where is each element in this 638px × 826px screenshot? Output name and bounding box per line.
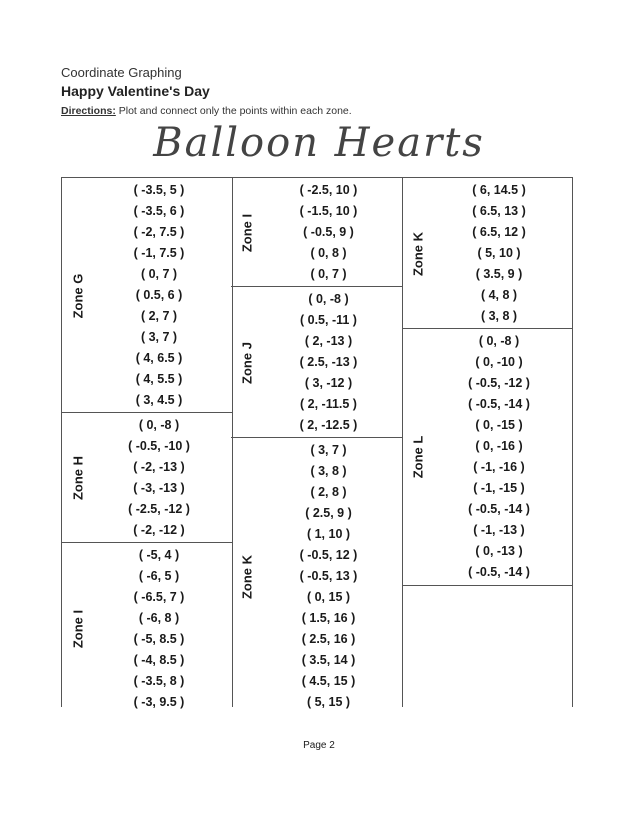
point-list [90,415,228,541]
coordinate-point: ( -2, -12 ) [133,523,185,537]
coordinate-point: ( 0, 7 ) [310,267,347,281]
coordinate-point: ( 0.5, -11 ) [300,313,357,327]
zone-label-text: Zone I [239,213,255,252]
coordinate-point: ( -6, 5 ) [138,569,180,583]
coordinate-point: ( -3, -13 ) [133,481,185,495]
zone-label [68,178,88,413]
coordinate-point: ( 6.5, 12 ) [472,225,526,239]
coordinate-point: ( 0, 15 ) [306,590,351,604]
coordinate-point: ( 2.5, 9 ) [305,506,352,520]
coordinate-point: ( 0, -13 ) [475,544,523,558]
directions-label: Directions: [61,105,116,117]
point-list [430,331,568,583]
zone-label-text: Zone K [410,231,426,276]
coordinate-point: ( 0.5, 6 ) [135,288,183,302]
coordinate-point: ( -3.5, 5 ) [133,183,185,197]
coordinate-point: ( -0.5, -14 ) [468,502,530,516]
coordinate-point: ( 3, -12 ) [304,376,353,390]
zone-block [402,177,572,329]
zone-column [61,177,233,707]
coordinate-point: ( -5, 8.5 ) [133,632,185,646]
zone-block [231,177,402,287]
coordinate-point: ( 3, 8 ) [310,464,347,478]
directions-text: Plot and connect only the points within each zone. [115,105,352,117]
zone-block [231,286,402,438]
page-title: Balloon Hearts [153,120,485,166]
zone-column [231,177,403,707]
coordinate-point: ( -0.5, 13 ) [299,569,358,583]
directions [61,105,352,117]
coordinate-point: ( 0, 8 ) [310,246,347,260]
coordinate-point: ( -2.5, -12 ) [128,502,190,516]
coordinate-point: ( 3, 7 ) [310,443,347,457]
coordinate-point: ( -0.5, 12 ) [299,548,358,562]
point-list [259,440,398,713]
coordinate-point: ( 1.5, 16 ) [301,611,356,625]
point-list [90,180,228,411]
coordinate-point: ( 0, -16 ) [475,439,523,453]
coordinate-point: ( 3.5, 14 ) [301,653,356,667]
coordinate-point: ( 4, 5.5 ) [135,372,183,386]
point-list [430,180,568,327]
coordinate-point: ( 1, 10 ) [306,527,351,541]
coordinate-point: ( 2.5, 16 ) [301,632,356,646]
coordinate-point: ( 3.5, 9 ) [475,267,523,281]
coordinate-point: ( 2, -13 ) [304,334,353,348]
coordinate-point: ( -4, 8.5 ) [133,653,185,667]
point-list [259,180,398,285]
zone-label [237,287,257,438]
coordinate-point: ( 4.5, 15 ) [301,674,356,688]
zone-label-text: Zone H [70,455,86,501]
coordinate-point: ( 6.5, 13 ) [472,204,526,218]
coordinate-point: ( -3.5, 8 ) [133,674,185,688]
coordinate-point: ( 5, 15 ) [306,695,351,709]
coordinate-point: ( 4, 6.5 ) [135,351,183,365]
coordinate-point: ( 0, -8 ) [308,292,349,306]
worksheet-category: Coordinate Graphing [61,65,182,80]
coordinate-point: ( 2, -11.5 ) [300,397,357,411]
coordinate-point: ( -1, -15 ) [473,481,525,495]
coordinate-point: ( 2, -12.5 ) [299,418,358,432]
coordinate-point: ( 6, 14.5 ) [472,183,526,197]
coordinate-point: ( 5, 10 ) [477,246,521,260]
coordinate-point: ( -6, 8 ) [138,611,180,625]
zone-block [402,328,572,586]
coordinate-point: ( 2, 8 ) [310,485,347,499]
zone-label-text: Zone I [70,609,86,649]
zone-label-text: Zone L [410,435,426,479]
page-number: Page 2 [303,740,335,751]
coordinate-point: ( -1, -13 ) [473,523,525,537]
coordinate-point: ( 0, -8 ) [478,334,520,348]
zone-label [237,178,257,287]
coordinate-point: ( -3, 9.5 ) [133,695,185,709]
worksheet-subtitle: Happy Valentine's Day [61,83,210,99]
coordinate-point: ( -1, 7.5 ) [133,246,185,260]
coordinate-point: ( -1.5, 10 ) [299,204,358,218]
coordinate-point: ( 4, 8 ) [480,288,518,302]
point-list [90,545,228,713]
zone-label-text: Zone K [239,554,255,599]
coordinate-point: ( 0, -8 ) [138,418,180,432]
zone-label [68,413,88,543]
zone-block [231,437,402,715]
coordinate-point: ( -0.5, -12 ) [468,376,530,390]
zone-label [408,329,428,585]
coordinate-point: ( 0, -10 ) [475,355,523,369]
point-list [259,289,398,436]
coordinate-point: ( 0, 7 ) [140,267,178,281]
coordinate-point: ( 3, 8 ) [480,309,518,323]
coordinate-point: ( -1, -16 ) [473,460,525,474]
zone-column [402,177,573,707]
coordinate-point: ( -2, 7.5 ) [133,225,185,239]
zone-block [62,542,232,715]
zone-label [68,543,88,715]
zone-block [62,177,232,413]
zone-label [237,438,257,715]
coordinate-point: ( -2.5, 10 ) [299,183,358,197]
coordinate-point: ( -6.5, 7 ) [133,590,185,604]
coordinate-point: ( -2, -13 ) [133,460,185,474]
zone-label-text: Zone G [70,273,86,318]
coordinate-point: ( -0.5, -14 ) [468,565,530,579]
zone-label [408,178,428,329]
coordinate-point: ( -5, 4 ) [138,548,180,562]
coordinate-point: ( 2.5, -13 ) [299,355,358,369]
coordinate-point: ( 3, 4.5 ) [135,393,183,407]
zone-label-text: Zone J [239,341,255,384]
coordinate-point: ( -0.5, -10 ) [128,439,190,453]
coordinate-point: ( 2, 7 ) [140,309,178,323]
coordinate-point: ( -0.5, 9 ) [303,225,354,239]
coordinate-point: ( -3.5, 6 ) [133,204,185,218]
coordinate-point: ( 3, 7 ) [140,330,178,344]
coordinate-point: ( -0.5, -14 ) [468,397,530,411]
coordinate-point: ( 0, -15 ) [475,418,523,432]
zone-block [62,412,232,543]
